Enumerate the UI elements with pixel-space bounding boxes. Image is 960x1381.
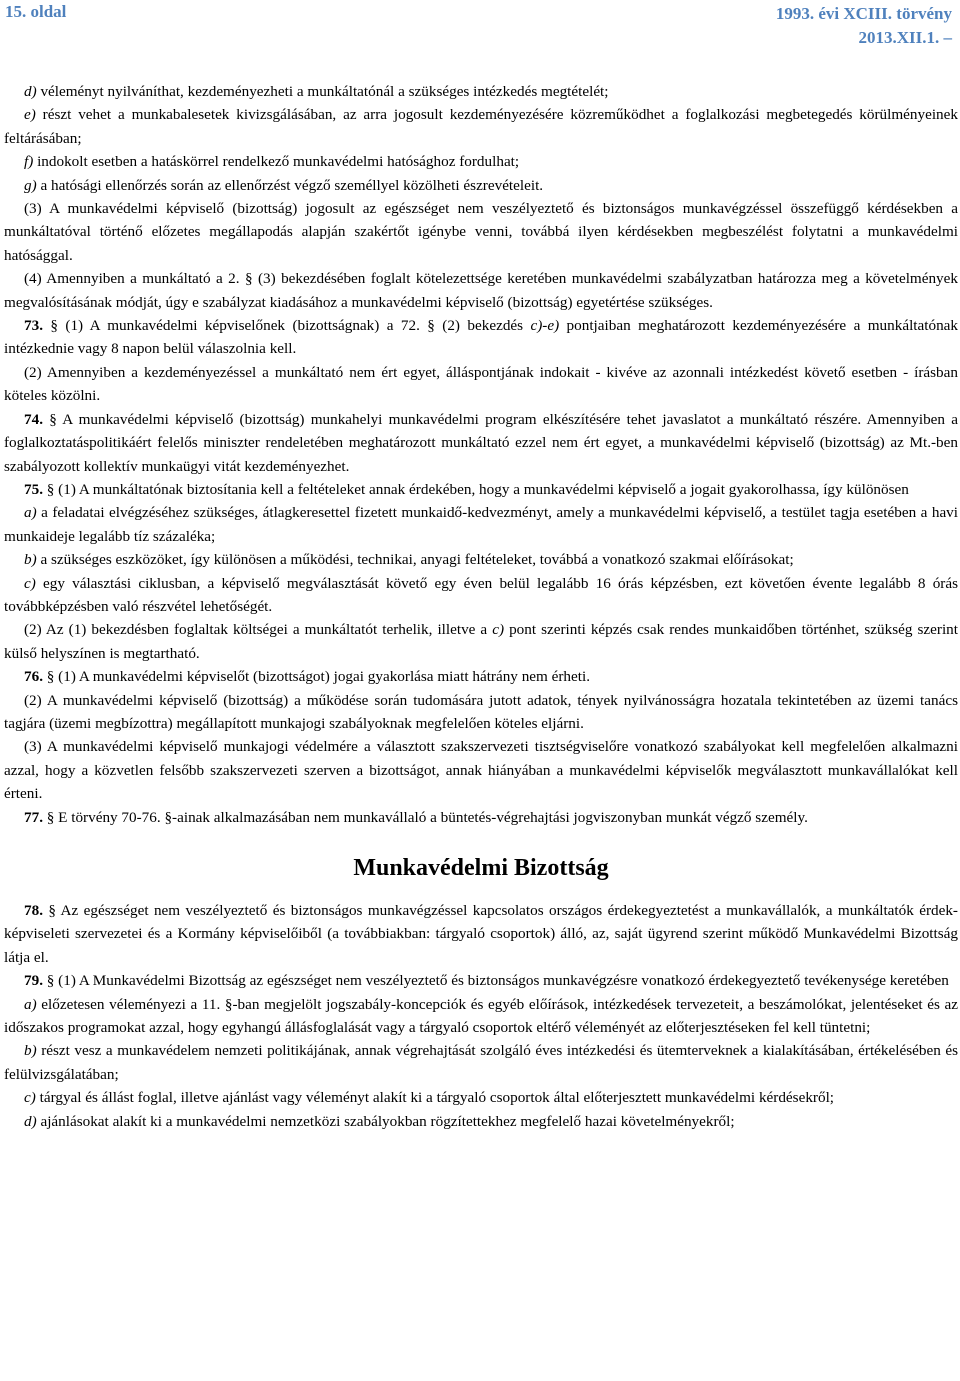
point-75-a: [4, 501, 958, 548]
section-77: [4, 806, 958, 829]
chapter-heading: Munkavédelmi Bizottság: [353, 855, 609, 881]
point-letter: b): [24, 1042, 37, 1060]
section-number: 75.: [24, 480, 43, 498]
law-title: 1993. évi XCIII. törvény: [775, 4, 952, 23]
point-75-c: [4, 572, 958, 619]
point-letter: c): [24, 574, 36, 592]
section-76-1: [4, 665, 958, 688]
section-text: pontjaiban meghatározott kezdeményezésére a munkáltatónak intézkednie vagy 8 napon belül válaszolnia kell.: [4, 317, 959, 358]
point-letter: b): [24, 551, 37, 569]
section-76-3: (3) A munkavédelmi képviselő munkajogi védelmére a választott szakszervezeti tisztségviselőre vonatkozó szabályokat kell megfelelően alkalmazni azzal, hogy a közvetlen felsőbb szakszervezeti szerven a bizottságot, annak hiányában a munkavédelmi képviselők megválasztott munkavállalókat kell érteni.: [4, 738, 958, 803]
section-73-2: (2) Amennyiben a kezdeményezéssel a munkáltató nem ért egyet, álláspontjának indokait - kivéve az azonnali intézkedést követő esetben - írásban köteles közölni.: [4, 363, 958, 405]
section-text: (2) Az (1) bekezdésben foglaltak költségei a munkáltatót terhelik, illetve a: [24, 621, 493, 639]
point-letter: g): [24, 176, 37, 194]
section-number: 76.: [24, 668, 43, 686]
point-text: tárgyal és állást foglal, illetve ajánlást vagy véleményt alakít ki a tárgyaló csoportok által előterjesztett munkavédelmi kérdésekről;: [35, 1089, 835, 1107]
point-75-b: [4, 548, 958, 571]
section-73-1: [4, 314, 958, 361]
point-letter: f): [24, 153, 34, 171]
point-letter: e): [24, 106, 36, 124]
point-79-c: [4, 1086, 958, 1109]
point-text: a hatósági ellenőrzés során az ellenőrzést végző személlyel közölheti észrevételeit.: [36, 176, 544, 194]
section-72-3: (3) A munkavédelmi képviselő (bizottság) jogosult az egészséget nem veszélyeztető és biztonságos munkavégzéssel összefüggő kérdésekben a munkáltatóval történő előzetes megállapodás alapján szakértőt igénybe venni, továbbá ilyen kérdésekben megbeszélést folytatni a munkavédelmi hatósággal.: [4, 200, 958, 264]
section-number: 77.: [24, 808, 43, 826]
section-text: § (1) A Munkavédelmi Bizottság az egészséget nem veszélyeztető és biztonságos munkavégzésre vonatkozó érdekegyeztető tevékenysége keretében: [42, 972, 949, 990]
section-72-4: (4) Amennyiben a munkáltató a 2. § (3) bekezdésében foglalt kötelezettsége keretében munkavédelmi szabályzatban határozza meg a követelmények megvalósításának módját, úgy e szabályzat kiadásához a munkavédelmi képviselő (bizottság) egyetértése szükséges.: [4, 270, 958, 311]
section-76-2: (2) A munkavédelmi képviselő (bizottság) a működése során tudomására jutott adatok, tények nyilvánosságra hozatala tekintetében az üzemi tanács tagjára (üzemi megbízottra) megállapított munkajogi szabályoknak megfelelően köteles eljárni.: [4, 691, 958, 732]
point-text: a szükséges eszközöket, így különösen a működési, technikai, anyagi feltételeket, továbbá a vonatkozó szakmai előírásokat;: [36, 551, 794, 569]
page-number-label: 15. oldal: [5, 2, 67, 21]
law-title-header: [776, 2, 952, 50]
point-letter: d): [24, 83, 37, 100]
section-number: 74.: [24, 410, 43, 428]
section-74: [4, 408, 958, 478]
point-text: egy választási ciklusban, a képviselő megválasztását követő egy éven belül legalább 16 órás képzésben, ezt követően évente legalább 8 órás továbbképzésben való részvétel lehetőségét.: [4, 574, 958, 615]
point-g: [4, 174, 958, 197]
point-d: [4, 80, 958, 103]
point-79-a: [4, 993, 958, 1040]
point-text: ajánlásokat alakít ki a munkavédelmi nemzetközi szabályokban rögzítettekhez megfelelő hazai követelményekről;: [36, 1112, 735, 1130]
section-number: 79.: [24, 972, 43, 990]
point-text: részt vesz a munkavédelem nemzeti politikájának, annak végrehajtását szolgáló éves intézkedési és ütemterveknek a kialakításában, értékelésében és felülvizsgálatában;: [4, 1042, 958, 1083]
section-75-2: [4, 618, 958, 665]
point-79-b: [4, 1039, 958, 1086]
section-number: 73.: [24, 317, 43, 335]
point-text: véleményt nyilváníthat, kezdeményezheti a munkáltatónál a szükséges intézkedés megtételét;: [36, 83, 609, 100]
law-version: 2013.XII.1. –: [858, 28, 952, 47]
point-text: indokolt esetben a hatáskörrel rendelkező munkavédelmi hatósághoz fordulhat;: [33, 153, 520, 171]
section-75-1: [4, 478, 958, 501]
section-text: pont szerinti képzés csak rendes munkaidőben történhet, szükség szerint külső helyszínen is megtartható.: [4, 621, 958, 662]
point-f: [4, 150, 958, 173]
point-79-d: [4, 1110, 958, 1133]
section-text: § Az egészséget nem veszélyeztető és biztonságos munkavégzéssel kapcsolatos országos érdekegyeztetést a munkavállalók, a munkáltatók érdek-képviseleti szervezetei és a Kormány képviselőiből (a továbbiakban: tárgyaló csoportok) álló, az, saját ügyrend szerint működő Munkavédelmi Bizottság látja el.: [4, 902, 958, 966]
section-text: § E törvény 70-76. §-ainak alkalmazásában nem munkavállaló a büntetés-végrehajtási jogviszonyban munkát végző személy.: [42, 808, 808, 826]
section-number: 78.: [24, 902, 43, 919]
point-letter: c): [24, 1089, 36, 1107]
point-text: részt vehet a munkabalesetek kivizsgálásában, az arra jogosult kezdeményezésére közreműködhet a foglalkozási megbetegedés körülményeinek feltárásában;: [4, 106, 958, 147]
point-reference: c)-e): [530, 317, 560, 335]
section-79-1: [4, 969, 958, 992]
point-text: a feladatai elvégzéséhez szükséges, átlagkeresettel fizetett munkaidő-kedvezményt, amely a munkavédelmi képviselő, a testület tagja esetében a havi munkaideje legalább tíz százaléka;: [4, 504, 958, 545]
point-letter: a): [24, 504, 37, 522]
section-text: § (1) A munkavédelmi képviselőt (bizottságot) jogai gyakorlása miatt hátrány nem érheti.: [42, 668, 591, 686]
section-78: [4, 899, 958, 969]
point-letter: d): [24, 1112, 37, 1130]
point-text: előzetesen véleményezi a 11. §-ban megjelölt jogszabály-koncepciók és egyéb előírások, intézkedések tervezeteit, a beszámolókat, jelentéseket és az időszakos programokat azzal, hogy egyhangú állásfoglalását vagy a tárgyaló csoportok eltérő véleményét az előterjesztéseken fel kell tüntetni;: [4, 995, 958, 1037]
document-body: [4, 80, 958, 1133]
point-reference: c): [492, 621, 505, 639]
section-text: § (1) A munkáltatónak biztosítania kell a feltételeket annak érdekében, hogy a munkavédelmi képviselő a jogait gyakorolhassa, így különösen: [42, 480, 909, 498]
point-e: [4, 103, 958, 150]
section-text: § A munkavédelmi képviselő (bizottság) munkahelyi munkavédelmi program elkészítésére tehet javaslatot a munkáltató részére. Amennyiben a foglalkoztatáspolitikáért felelős miniszter rendeletében meghatározott munkáltató ezzel nem ért egyet, a munkavédelmi képviselő (bizottság) az Mt.-ben szabályozott kollektív munkaügyi vitát kezdeményezhet.: [4, 410, 958, 475]
section-text: § (1) A munkavédelmi képviselőnek (bizottságnak) a 72. § (2) bekezdés: [42, 317, 531, 335]
point-letter: a): [24, 995, 37, 1013]
